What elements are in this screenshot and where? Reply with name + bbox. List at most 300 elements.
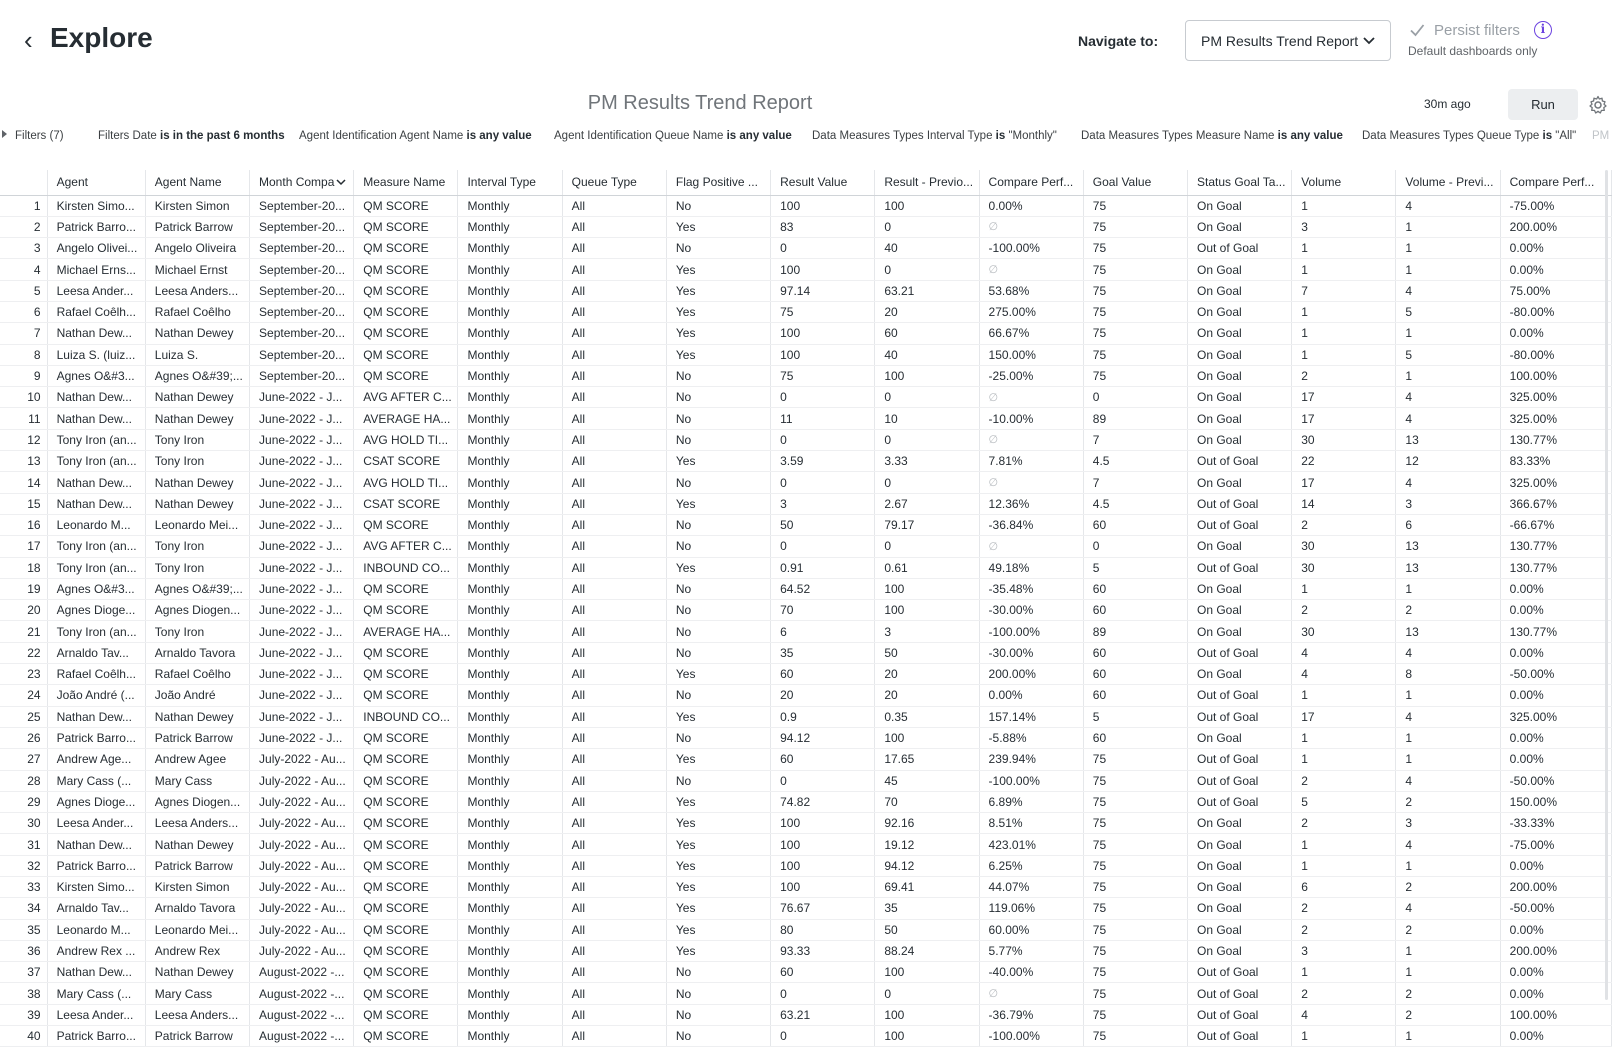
table-cell: Monthly <box>458 1004 562 1025</box>
table-cell: Tony Iron (an... <box>47 451 145 472</box>
table-cell: 7.81% <box>979 451 1083 472</box>
table-cell: Monthly <box>458 557 562 578</box>
row-number-header <box>0 170 47 195</box>
table-cell: All <box>562 706 666 727</box>
filter-chip-field: Agent Identification Queue Name <box>554 130 727 142</box>
table-cell: No <box>666 1026 770 1047</box>
column-header-label: Agent Name <box>154 175 222 190</box>
table-cell: 6 <box>1396 514 1500 535</box>
table-cell: Nathan Dew... <box>47 408 145 429</box>
table-cell: No <box>666 1004 770 1025</box>
filter-chip-truncated[interactable] <box>1592 130 1609 142</box>
table-cell: QM SCORE <box>354 877 458 898</box>
table-cell: 130.77% <box>1500 621 1611 642</box>
table-cell: AVERAGE HA... <box>354 621 458 642</box>
table-cell: 20 <box>875 685 979 706</box>
table-cell: 0 <box>771 238 875 259</box>
table-cell: 4 <box>1396 472 1500 493</box>
column-header[interactable] <box>1187 170 1291 195</box>
table-cell: Leonardo Mei... <box>145 919 249 940</box>
table-cell: 423.01% <box>979 834 1083 855</box>
table-cell: Yes <box>666 834 770 855</box>
table-cell: 100 <box>771 813 875 834</box>
table-cell: All <box>562 940 666 961</box>
table-cell: 0.00% <box>979 195 1083 216</box>
column-header[interactable] <box>562 170 666 195</box>
gear-icon[interactable] <box>1588 95 1608 115</box>
table-cell: 30 <box>1292 536 1396 557</box>
table-cell: 1 <box>1292 749 1396 770</box>
table-cell: On Goal <box>1187 365 1291 386</box>
table-row[interactable] <box>0 451 1612 472</box>
run-button[interactable]: Run <box>1508 89 1578 120</box>
table-cell: 130.77% <box>1500 536 1611 557</box>
info-icon[interactable]: i <box>1534 21 1552 39</box>
table-cell: QM SCORE <box>354 685 458 706</box>
table-cell: Kirsten Simon <box>145 195 249 216</box>
table-cell: 88.24 <box>875 940 979 961</box>
table-cell: Leesa Anders... <box>145 280 249 301</box>
table-cell: 1 <box>1396 1026 1500 1047</box>
table-cell: Out of Goal <box>1187 1004 1291 1025</box>
column-header[interactable] <box>145 170 249 195</box>
table-cell: 17 <box>1292 706 1396 727</box>
table-cell: 20 <box>875 664 979 685</box>
row-number: 34 <box>0 898 47 919</box>
table-cell: 1 <box>1292 962 1396 983</box>
table-cell: 5.77% <box>979 940 1083 961</box>
table-cell: Andrew Rex <box>145 940 249 961</box>
table-cell: No <box>666 429 770 450</box>
table-cell: All <box>562 813 666 834</box>
table-cell: Yes <box>666 813 770 834</box>
report-title: PM Results Trend Report <box>587 92 813 114</box>
table-cell: On Goal <box>1187 621 1291 642</box>
table-cell: August-2022 -... <box>250 962 354 983</box>
table-cell: 325.00% <box>1500 387 1611 408</box>
table-row[interactable] <box>0 749 1612 770</box>
table-cell: 1 <box>1396 940 1500 961</box>
table-cell: QM SCORE <box>354 813 458 834</box>
table-cell: 4 <box>1292 642 1396 663</box>
table-cell: Leesa Ander... <box>47 280 145 301</box>
table-cell: 60 <box>771 749 875 770</box>
table-cell: Yes <box>666 493 770 514</box>
table-row[interactable] <box>0 365 1612 386</box>
table-row[interactable] <box>0 472 1612 493</box>
table-cell: All <box>562 301 666 322</box>
table-cell: 3 <box>771 493 875 514</box>
table-cell: Yes <box>666 664 770 685</box>
table-cell: September-20... <box>250 344 354 365</box>
table-cell: -80.00% <box>1500 344 1611 365</box>
table-cell: Out of Goal <box>1187 451 1291 472</box>
column-header[interactable] <box>875 170 979 195</box>
table-cell: 75 <box>1083 770 1187 791</box>
table-cell: June-2022 - J... <box>250 514 354 535</box>
table-row[interactable] <box>0 706 1612 727</box>
table-cell: Monthly <box>458 451 562 472</box>
table-row[interactable] <box>0 259 1612 280</box>
table-cell: Nathan Dew... <box>47 834 145 855</box>
table-cell: Monthly <box>458 600 562 621</box>
table-cell: -10.00% <box>979 408 1083 429</box>
table-cell: 75 <box>1083 962 1187 983</box>
table-row[interactable] <box>0 578 1612 599</box>
table-cell: Out of Goal <box>1187 749 1291 770</box>
table-cell: 100 <box>875 1004 979 1025</box>
table-cell: July-2022 - Au... <box>250 770 354 791</box>
table-cell: 4 <box>1396 706 1500 727</box>
table-cell: Tony Iron <box>145 429 249 450</box>
column-header[interactable] <box>771 170 875 195</box>
table-cell: Out of Goal <box>1187 791 1291 812</box>
sort-chevron-down-icon[interactable] <box>335 176 347 188</box>
table-cell: All <box>562 344 666 365</box>
row-number: 1 <box>0 195 47 216</box>
table-cell: All <box>562 429 666 450</box>
row-number: 5 <box>0 280 47 301</box>
table-cell: 0 <box>875 983 979 1004</box>
table-cell: Monthly <box>458 877 562 898</box>
table-cell: On Goal <box>1187 216 1291 237</box>
table-cell: 92.16 <box>875 813 979 834</box>
table-cell: All <box>562 280 666 301</box>
filter-chip-queue-type[interactable] <box>1362 130 1576 142</box>
table-cell: 3.33 <box>875 451 979 472</box>
table-cell: 0 <box>771 472 875 493</box>
table-cell: Out of Goal <box>1187 983 1291 1004</box>
table-row[interactable] <box>0 855 1612 876</box>
filter-chip-date[interactable] <box>98 130 285 142</box>
row-number: 17 <box>0 536 47 557</box>
table-cell: Leesa Ander... <box>47 1004 145 1025</box>
table-cell: 3 <box>1396 493 1500 514</box>
table-cell: Nathan Dew... <box>47 323 145 344</box>
table-cell: Yes <box>666 216 770 237</box>
table-cell: 1 <box>1292 195 1396 216</box>
table-cell: 5 <box>1083 557 1187 578</box>
table-cell: AVG HOLD TI... <box>354 429 458 450</box>
table-row[interactable] <box>0 770 1612 791</box>
table-cell: Tony Iron (an... <box>47 621 145 642</box>
table-cell: 75 <box>1083 855 1187 876</box>
table-cell: 1 <box>1292 834 1396 855</box>
filter-chip-measure-name[interactable] <box>1081 130 1343 142</box>
table-cell: Agnes Diogen... <box>145 791 249 812</box>
table-cell: Monthly <box>458 919 562 940</box>
row-number: 9 <box>0 365 47 386</box>
table-row[interactable] <box>0 387 1612 408</box>
table-cell: June-2022 - J... <box>250 685 354 706</box>
row-number: 8 <box>0 344 47 365</box>
table-cell: 69.41 <box>875 877 979 898</box>
table-cell: All <box>562 919 666 940</box>
table-row[interactable] <box>0 621 1612 642</box>
filter-chip-operator: is in the past 6 months <box>160 130 285 142</box>
table-cell: QM SCORE <box>354 834 458 855</box>
table-cell: On Goal <box>1187 301 1291 322</box>
table-cell: 1 <box>1292 259 1396 280</box>
table-cell: -100.00% <box>979 238 1083 259</box>
table-cell: Tony Iron (an... <box>47 429 145 450</box>
table-row[interactable] <box>0 344 1612 365</box>
column-header[interactable] <box>1500 170 1611 195</box>
table-row[interactable] <box>0 642 1612 663</box>
table-row[interactable] <box>0 727 1612 748</box>
table-cell: 0.9 <box>771 706 875 727</box>
table-cell: Monthly <box>458 727 562 748</box>
table-cell: AVERAGE HA... <box>354 408 458 429</box>
table-cell: All <box>562 387 666 408</box>
table-cell: 22 <box>1292 451 1396 472</box>
table-cell: 5 <box>1396 344 1500 365</box>
table-cell: 1 <box>1396 323 1500 344</box>
row-number: 40 <box>0 1026 47 1047</box>
table-cell: 75 <box>771 301 875 322</box>
checkmark-icon[interactable] <box>1408 21 1426 39</box>
table-cell: -5.88% <box>979 727 1083 748</box>
table-cell: 4 <box>1396 280 1500 301</box>
table-row[interactable] <box>0 834 1612 855</box>
table-cell: Patrick Barro... <box>47 1026 145 1047</box>
table-row[interactable] <box>0 216 1612 237</box>
column-header[interactable] <box>666 170 770 195</box>
column-header[interactable] <box>47 170 145 195</box>
column-header[interactable] <box>979 170 1083 195</box>
table-cell: AVG AFTER C... <box>354 536 458 557</box>
table-row[interactable] <box>0 791 1612 812</box>
column-header-label: Compare Perf... <box>1509 175 1595 190</box>
table-cell: Tony Iron (an... <box>47 557 145 578</box>
table-row[interactable] <box>0 877 1612 898</box>
filter-chip-queue-name[interactable] <box>554 130 792 142</box>
table-row[interactable] <box>0 493 1612 514</box>
table-cell: 94.12 <box>771 727 875 748</box>
table-cell: All <box>562 791 666 812</box>
table-cell: Yes <box>666 919 770 940</box>
table-cell: 12.36% <box>979 493 1083 514</box>
row-number: 2 <box>0 216 47 237</box>
table-cell: July-2022 - Au... <box>250 791 354 812</box>
table-row[interactable] <box>0 664 1612 685</box>
table-cell: 49.18% <box>979 557 1083 578</box>
table-cell: 0.00% <box>1500 642 1611 663</box>
table-row[interactable] <box>0 323 1612 344</box>
table-row[interactable] <box>0 195 1612 216</box>
table-row[interactable] <box>0 898 1612 919</box>
table-cell: 63.21 <box>771 1004 875 1025</box>
table-row[interactable] <box>0 557 1612 578</box>
column-header-label: Status Goal Ta... <box>1196 175 1286 190</box>
table-row[interactable] <box>0 280 1612 301</box>
table-row[interactable] <box>0 940 1612 961</box>
row-number: 6 <box>0 301 47 322</box>
table-cell: -35.48% <box>979 578 1083 599</box>
table-cell: Yes <box>666 898 770 919</box>
table-cell: June-2022 - J... <box>250 621 354 642</box>
column-header[interactable] <box>354 170 458 195</box>
table-cell: No <box>666 514 770 535</box>
table-cell: 0.00% <box>1500 600 1611 621</box>
table-cell: All <box>562 898 666 919</box>
table-cell: 100 <box>771 323 875 344</box>
table-cell: 60 <box>771 962 875 983</box>
row-number: 11 <box>0 408 47 429</box>
table-cell: 75 <box>1083 1004 1187 1025</box>
table-cell: CSAT SCORE <box>354 451 458 472</box>
table-cell: Andrew Rex ... <box>47 940 145 961</box>
table-cell: 0 <box>771 770 875 791</box>
table-cell: 1 <box>1396 238 1500 259</box>
table-row[interactable] <box>0 429 1612 450</box>
table-cell: 74.82 <box>771 791 875 812</box>
table-cell: Nathan Dewey <box>145 834 249 855</box>
table-row[interactable] <box>0 983 1612 1004</box>
filters-toggle[interactable] <box>2 130 64 142</box>
row-number: 13 <box>0 451 47 472</box>
table-cell: 80 <box>771 919 875 940</box>
table-cell: Monthly <box>458 216 562 237</box>
table-cell: Yes <box>666 855 770 876</box>
table-cell: Mary Cass (... <box>47 983 145 1004</box>
table-cell: Patrick Barro... <box>47 855 145 876</box>
table-cell: 60.00% <box>979 919 1083 940</box>
row-number: 19 <box>0 578 47 599</box>
vertical-scrollbar[interactable] <box>1605 170 1608 1000</box>
top-bar <box>0 0 1612 80</box>
table-cell: Tony Iron <box>145 536 249 557</box>
column-header[interactable] <box>1292 170 1396 195</box>
table-cell: 7 <box>1083 429 1187 450</box>
column-header[interactable] <box>1083 170 1187 195</box>
table-cell: Monthly <box>458 962 562 983</box>
table-cell: August-2022 -... <box>250 1004 354 1025</box>
table-cell: 4 <box>1292 664 1396 685</box>
table-cell: 0.00% <box>1500 259 1611 280</box>
table-cell: 100 <box>875 727 979 748</box>
chevron-left-icon[interactable]: ‹ <box>24 25 33 55</box>
table-cell: Monthly <box>458 706 562 727</box>
filter-chip-agent-name[interactable] <box>299 130 532 142</box>
table-cell: All <box>562 877 666 898</box>
table-cell: 0 <box>875 216 979 237</box>
table-cell: Monthly <box>458 791 562 812</box>
table-cell: 0.91 <box>771 557 875 578</box>
table-cell: Monthly <box>458 493 562 514</box>
table-cell: On Goal <box>1187 834 1291 855</box>
table-row[interactable] <box>0 301 1612 322</box>
filter-chip-field: Data Measures Types Interval Type <box>812 130 996 142</box>
table-cell: Kirsten Simo... <box>47 195 145 216</box>
table-cell: Rafael Coêlh... <box>47 301 145 322</box>
table-cell: AVG AFTER C... <box>354 387 458 408</box>
table-cell: July-2022 - Au... <box>250 813 354 834</box>
table-cell: 75 <box>1083 813 1187 834</box>
table-cell: July-2022 - Au... <box>250 749 354 770</box>
navigate-select[interactable] <box>1185 20 1391 61</box>
row-number: 22 <box>0 642 47 663</box>
table-cell: 0 <box>875 259 979 280</box>
table-row[interactable] <box>0 919 1612 940</box>
table-cell: Nathan Dew... <box>47 387 145 408</box>
row-number: 23 <box>0 664 47 685</box>
table-cell: 100.00% <box>1500 1004 1611 1025</box>
table-cell: 100 <box>875 962 979 983</box>
table-row[interactable] <box>0 1004 1612 1025</box>
table-cell: Out of Goal <box>1187 706 1291 727</box>
table-cell: 79.17 <box>875 514 979 535</box>
table-cell: Rafael Coêlho <box>145 301 249 322</box>
table-row[interactable] <box>0 238 1612 259</box>
table-cell: 0.00% <box>1500 238 1611 259</box>
filter-chip-field: PM <box>1592 130 1610 142</box>
table-cell: July-2022 - Au... <box>250 940 354 961</box>
table-cell: 2 <box>1396 877 1500 898</box>
table-cell: On Goal <box>1187 387 1291 408</box>
table-cell: No <box>666 195 770 216</box>
table-cell: On Goal <box>1187 323 1291 344</box>
table-row[interactable] <box>0 1026 1612 1047</box>
table-cell: Monthly <box>458 685 562 706</box>
table-cell: September-20... <box>250 365 354 386</box>
column-header[interactable] <box>1396 170 1500 195</box>
table-row[interactable] <box>0 536 1612 557</box>
table-row[interactable] <box>0 685 1612 706</box>
row-number: 32 <box>0 855 47 876</box>
table-cell: QM SCORE <box>354 195 458 216</box>
table-cell: On Goal <box>1187 536 1291 557</box>
column-header[interactable] <box>250 170 354 195</box>
table-cell: 1 <box>1292 344 1396 365</box>
table-cell: 4 <box>1396 834 1500 855</box>
column-header[interactable] <box>458 170 562 195</box>
table-row[interactable] <box>0 600 1612 621</box>
table-cell: On Goal <box>1187 578 1291 599</box>
table-cell: 75 <box>1083 834 1187 855</box>
table-row[interactable] <box>0 408 1612 429</box>
table-cell: 50 <box>771 514 875 535</box>
table-cell: 30 <box>1292 621 1396 642</box>
table-cell: Tony Iron (an... <box>47 536 145 557</box>
table-cell: July-2022 - Au... <box>250 834 354 855</box>
table-cell: Arnaldo Tavora <box>145 898 249 919</box>
table-cell: Agnes O&#3... <box>47 578 145 599</box>
filter-chip-interval-type[interactable] <box>812 130 1057 142</box>
table-cell: João André (... <box>47 685 145 706</box>
table-cell: 35 <box>771 642 875 663</box>
table-row[interactable] <box>0 514 1612 535</box>
table-cell: No <box>666 387 770 408</box>
table-cell: September-20... <box>250 195 354 216</box>
table-cell: 1 <box>1396 749 1500 770</box>
table-cell: June-2022 - J... <box>250 536 354 557</box>
table-cell: 75 <box>1083 791 1187 812</box>
table-cell: INBOUND CO... <box>354 557 458 578</box>
table-cell: QM SCORE <box>354 727 458 748</box>
table-cell: 150.00% <box>979 344 1083 365</box>
table-cell: QM SCORE <box>354 216 458 237</box>
table-cell: 75 <box>1083 259 1187 280</box>
table-cell: On Goal <box>1187 940 1291 961</box>
table-cell: All <box>562 749 666 770</box>
filter-chip-operator: is <box>1542 130 1553 142</box>
table-row[interactable] <box>0 962 1612 983</box>
table-cell: Angelo Oliveira <box>145 238 249 259</box>
table-row[interactable] <box>0 813 1612 834</box>
table-cell: Andrew Age... <box>47 749 145 770</box>
table-cell: QM SCORE <box>354 600 458 621</box>
